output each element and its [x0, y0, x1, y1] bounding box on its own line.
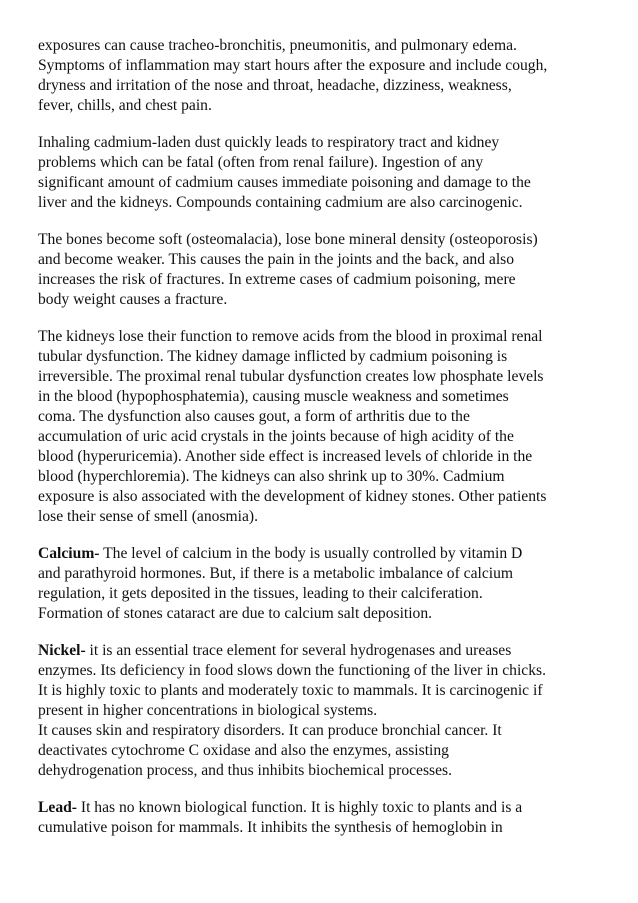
text-line: liver and the kidneys. Compounds containing cadmium are also carcinogenic. — [38, 194, 523, 211]
paragraph-cadmium-exposure — [38, 36, 608, 116]
text-line: enzymes. Its deficiency in food slows down the functioning of the liver in chicks. — [38, 662, 546, 679]
text-line: irreversible. The proximal renal tubular dysfunction creates low phosphate levels — [38, 368, 544, 385]
text-line: Formation of stones cataract are due to calcium salt deposition. — [38, 605, 433, 622]
text-line: regulation, it gets deposited in the tissues, leading to their calciferation. — [38, 585, 483, 602]
text-line: blood (hyperuricemia). Another side effect is increased levels of chloride in the — [38, 448, 533, 465]
paragraph-kidneys — [38, 327, 608, 527]
text-line: It is highly toxic to plants and moderately toxic to mammals. It is carcinogenic if — [38, 682, 543, 699]
text-line: The bones become soft (osteomalacia), lose bone mineral density (osteoporosis) — [38, 231, 538, 248]
text-line: in the blood (hypophosphatemia), causing muscle weakness and sometimes — [38, 388, 509, 405]
text-line: dehydrogenation process, and thus inhibits biochemical processes. — [38, 762, 453, 779]
text-line: The kidneys lose their function to remove acids from the blood in proximal renal — [38, 328, 543, 345]
text-line: dryness and irritation of the nose and throat, headache, dizziness, weakness, — [38, 77, 512, 94]
term-definition-start: it is an essential trace element for several hydrogenases and ureases — [85, 642, 512, 659]
text-line: fever, chills, and chest pain. — [38, 97, 212, 114]
term-definition-start: The level of calcium in the body is usually controlled by vitamin D — [99, 545, 523, 562]
text-line: cumulative poison for mammals. It inhibits the synthesis of hemoglobin in — [38, 819, 503, 836]
text-line: body weight causes a fracture. — [38, 291, 228, 308]
term-lead: Lead- — [38, 799, 77, 816]
paragraph-nickel — [38, 641, 608, 781]
text-line: accumulation of uric acid crystals in the joints because of high acidity of the — [38, 428, 514, 445]
paragraph-cadmium-inhalation — [38, 133, 608, 213]
text-line: tubular dysfunction. The kidney damage inflicted by cadmium poisoning is — [38, 348, 508, 365]
text-line: exposure is also associated with the development of kidney stones. Other patients — [38, 488, 547, 505]
text-line: coma. The dysfunction also causes gout, a form of arthritis due to the — [38, 408, 470, 425]
text-line: increases the risk of fractures. In extreme cases of cadmium poisoning, mere — [38, 271, 516, 288]
paragraph-calcium — [38, 544, 608, 624]
paragraph-bones — [38, 230, 608, 310]
text-line: Inhaling cadmium-laden dust quickly leads to respiratory tract and kidney — [38, 134, 500, 151]
text-line: It causes skin and respiratory disorders. It can produce bronchial cancer. It — [38, 722, 502, 739]
text-line: deactivates cytochrome C oxidase and also the enzymes, assisting — [38, 742, 449, 759]
text-line: lose their sense of smell (anosmia). — [38, 508, 258, 525]
text-line: and parathyroid hormones. But, if there is a metabolic imbalance of calcium — [38, 565, 514, 582]
text-line: blood (hyperchloremia). The kidneys can also shrink up to 30%. Cadmium — [38, 468, 505, 485]
text-line — [38, 641, 608, 661]
text-line: present in higher concentrations in biological systems. — [38, 702, 378, 719]
text-line: problems which can be fatal (often from renal failure). Ingestion of any — [38, 154, 484, 171]
term-nickel: Nickel- — [38, 642, 86, 659]
paragraph-lead — [38, 798, 608, 838]
text-line — [38, 544, 608, 564]
term-definition-start: It has no known biological function. It is highly toxic to plants and is a — [76, 799, 523, 816]
text-line: Symptoms of inflammation may start hours after the exposure and include cough, — [38, 57, 548, 74]
text-line — [38, 798, 608, 818]
text-line: significant amount of cadmium causes immediate poisoning and damage to the — [38, 174, 531, 191]
text-line: and become weaker. This causes the pain in the joints and the back, and also — [38, 251, 515, 268]
text-line: exposures can cause tracheo-bronchitis, pneumonitis, and pulmonary edema. — [38, 37, 517, 54]
term-calcium: Calcium- — [38, 545, 100, 562]
